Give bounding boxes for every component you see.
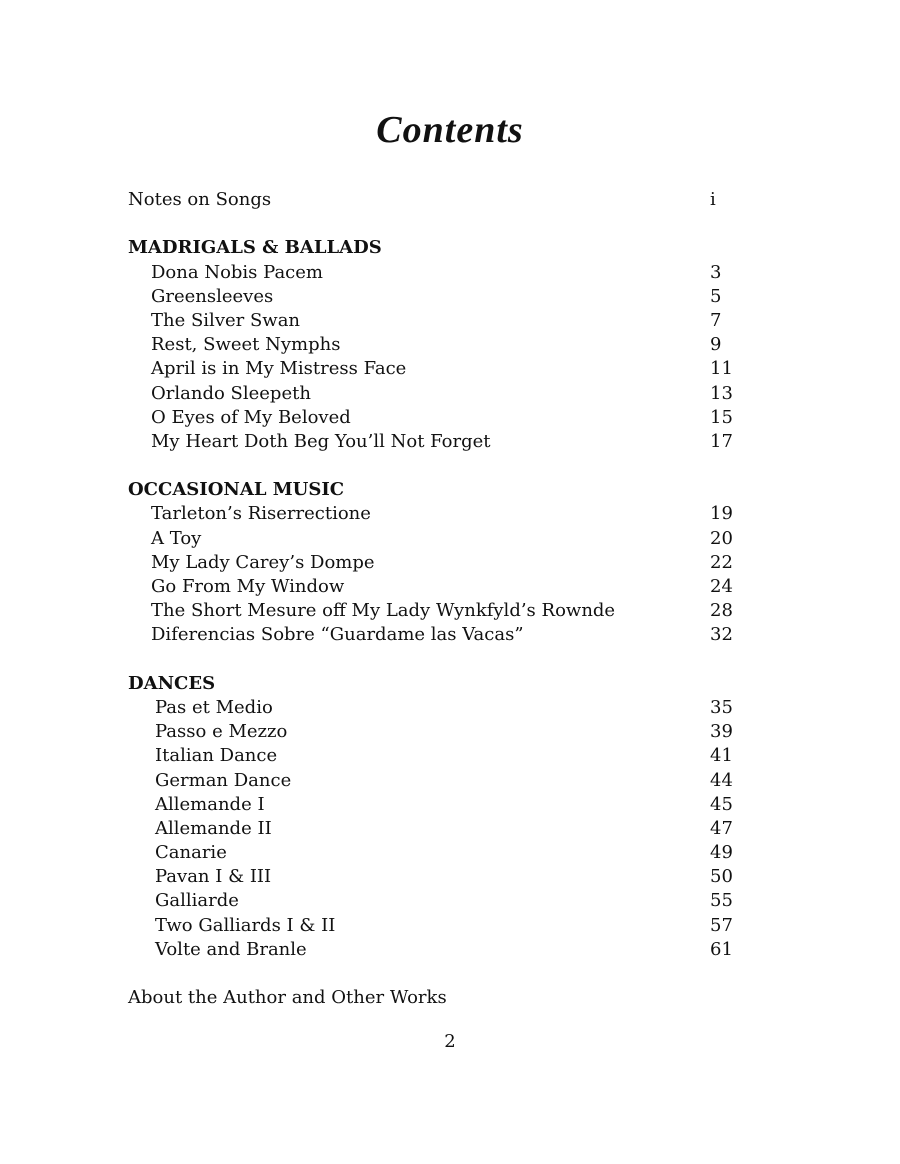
toc-entry-page: 7 (710, 309, 722, 331)
toc-entry-label: Greensleeves (151, 285, 274, 307)
toc-entry-label: O Eyes of My Beloved (151, 406, 351, 428)
toc-entry-label: A Toy (151, 527, 202, 549)
toc-entry-page: 5 (710, 285, 722, 307)
toc-entry-label: About the Author and Other Works (128, 987, 447, 1009)
section-heading-occasional: OCCASIONAL MUSIC (128, 479, 345, 501)
toc-entry[interactable] (128, 309, 768, 333)
toc-entry-page: 32 (710, 624, 733, 646)
toc-entry-label: Rest, Sweet Nymphs (151, 334, 341, 356)
toc-entry[interactable] (128, 889, 768, 913)
toc-entry[interactable] (128, 817, 768, 841)
toc-entry-label: Two Galliards I & II (155, 914, 336, 936)
toc-entry[interactable] (128, 285, 768, 309)
toc-entry[interactable] (128, 914, 768, 938)
toc-entry-label: Volte and Branle (155, 938, 307, 960)
toc-entry-page: i (710, 189, 716, 210)
toc-entry-page: 57 (710, 914, 733, 936)
toc-entry-label: Orlando Sleepeth (151, 382, 311, 404)
toc-entry[interactable] (128, 841, 768, 865)
toc-entry-label: Diferencias Sobre “Guardame las Vacas” (151, 624, 524, 646)
toc-entry[interactable] (128, 357, 768, 381)
toc-entry[interactable] (128, 744, 768, 768)
toc-entry-page: 24 (710, 576, 733, 597)
page-title: Contents (376, 109, 524, 151)
toc-entry-page: 44 (710, 769, 733, 791)
toc-entry-label: The Short Mesure off My Lady Wynkfyld’s Rownde (151, 600, 616, 622)
toc-entry-label: Canarie (155, 842, 227, 864)
toc-entry-page: 35 (710, 696, 733, 718)
toc-entry-page: 45 (710, 793, 733, 815)
toc-entry[interactable] (128, 527, 768, 551)
toc-entry-page: 61 (710, 938, 733, 960)
toc-entry[interactable] (128, 575, 768, 599)
toc-entry[interactable] (128, 696, 768, 720)
toc-entry-label: Pavan I & III (155, 866, 272, 888)
toc-entry[interactable] (128, 599, 768, 623)
toc-entry-page: 28 (710, 600, 733, 622)
section-heading-dances: DANCES (128, 672, 216, 694)
toc-entry-page: 49 (710, 842, 733, 864)
toc-entry[interactable] (128, 769, 768, 793)
toc-entry-label: Go From My Window (151, 576, 345, 597)
toc-entry-page: 55 (710, 890, 733, 912)
toc-entry[interactable] (128, 793, 768, 817)
toc-entry-notes[interactable] (128, 188, 768, 212)
table-of-contents (128, 188, 768, 1010)
toc-entry-label: My Heart Doth Beg You’ll Not Forget (151, 430, 491, 452)
toc-entry[interactable] (128, 382, 768, 406)
toc-entry-label: Italian Dance (155, 745, 278, 767)
toc-entry[interactable] (128, 406, 768, 430)
toc-entry-label: Allemande II (155, 817, 272, 839)
toc-entry-label: Notes on Songs (128, 189, 272, 210)
page-number: 2 (444, 1031, 456, 1052)
toc-entry-page: 15 (710, 406, 733, 428)
section-heading-madrigals: MADRIGALS & BALLADS (128, 237, 382, 259)
toc-entry-page: 13 (710, 382, 733, 404)
toc-entry-page: 41 (710, 745, 733, 767)
toc-entry-label: April is in My Mistress Face (151, 358, 407, 380)
toc-entry-label: German Dance (155, 769, 292, 791)
toc-entry-label: Allemande I (155, 793, 265, 815)
toc-entry-page: 3 (710, 261, 722, 283)
toc-entry-page: 11 (710, 358, 733, 380)
toc-entry-label: Passo e Mezzo (155, 721, 288, 743)
toc-entry-label: Galliarde (155, 890, 239, 912)
toc-entry[interactable] (128, 551, 768, 575)
toc-entry-page: 19 (710, 503, 733, 525)
toc-entry-page: 50 (710, 866, 733, 888)
toc-entry[interactable] (128, 502, 768, 526)
toc-entry-page: 22 (710, 551, 733, 573)
toc-entry-label: Tarleton’s Riserrectione (151, 503, 371, 525)
toc-entry[interactable] (128, 938, 768, 962)
toc-entry[interactable] (128, 261, 768, 285)
toc-entry-label: Pas et Medio (155, 696, 273, 718)
toc-entry-page: 17 (710, 430, 733, 452)
toc-entry-label: The Silver Swan (151, 309, 301, 331)
toc-entry-page: 20 (710, 527, 733, 549)
toc-entry-page: 47 (710, 817, 733, 839)
toc-entry-label: My Lady Carey’s Dompe (151, 551, 375, 573)
toc-entry[interactable] (128, 333, 768, 357)
toc-entry[interactable] (128, 430, 768, 454)
toc-entry[interactable] (128, 865, 768, 889)
toc-entry-label: Dona Nobis Pacem (151, 261, 323, 283)
toc-entry-page: 39 (710, 721, 733, 743)
toc-entry-about[interactable] (128, 986, 768, 1010)
toc-entry[interactable] (128, 623, 768, 647)
toc-entry[interactable] (128, 720, 768, 744)
toc-entry-page: 9 (710, 334, 722, 356)
